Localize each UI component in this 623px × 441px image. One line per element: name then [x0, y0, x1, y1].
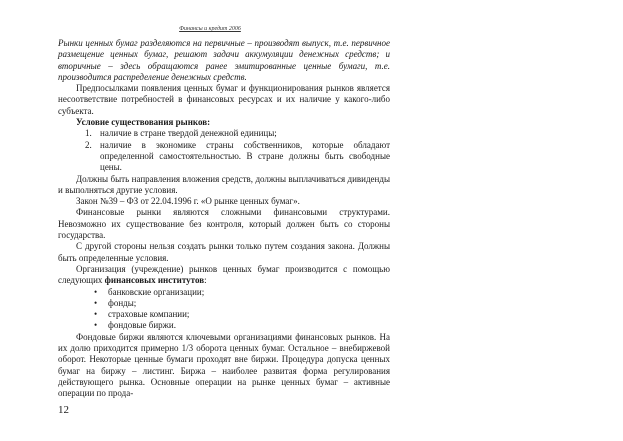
institutions-list: [58, 287, 390, 332]
institutions-colon: :: [204, 275, 207, 286]
page-header: Финансы и кредит 2006: [179, 26, 241, 32]
list-item-label: банковские организации;: [108, 286, 205, 297]
institutions-text: Организация (учреждение) рынков ценных бумаг производится с помощью следующих: [58, 263, 390, 286]
bullet-icon: •: [94, 297, 98, 308]
paragraph-institutions: [58, 264, 390, 287]
paragraph-law: Закон №39 – ФЗ от 22.04.1996 г. «О рынке ценных бумаг».: [76, 196, 300, 207]
conditions-heading: Условие существования рынков:: [76, 117, 211, 128]
list-item-label: страховые компании;: [108, 309, 190, 320]
bullet-icon: •: [94, 286, 98, 297]
list-item: [94, 298, 390, 309]
institutions-bold-term: финансовых институтов: [104, 275, 205, 286]
list-item: [94, 287, 390, 298]
paragraph-investment: Должны быть направления вложения средств, должны выплачиваться дивиденды и выполняться другие условия.: [58, 173, 390, 195]
list-item: [94, 320, 390, 331]
conditions-list: [58, 128, 390, 173]
list-item: 1. наличие в стране твердой денежной единицы;: [94, 128, 390, 139]
bullet-icon: •: [94, 309, 98, 320]
paragraph-financial-markets: Финансовые рынки являются сложными финансовыми структурами. Невозможно их существование без контроля, который должен быть со стороны государства.: [58, 207, 390, 241]
page-content: [58, 38, 390, 400]
list-item: [94, 309, 390, 320]
paragraph-prerequisites: Предпосылками появления ценных бумаг и функционирования рынков является несоответствие потребностей в финансовых ресурсах и их наличие у какого-либо субъекта.: [58, 83, 390, 116]
bullet-icon: •: [94, 320, 98, 331]
list-item: 2. наличие в экономике страны собственников, которые обладают определенной самостоятельностью. В стране должны быть свободные цены.: [94, 140, 390, 174]
paragraph-stock-exchanges: Фондовые биржи являются ключевыми организациями финансовых рынков. На их долю приходится примерно 1/3 оборота ценных бумаг. Остальное – внебиржевой оборот. Некоторые ценные бумаги проходят вне биржи. Процедура допуска ценных бумаг на биржу – листинг. Биржа – наиболее развитая форма регулирования действующего рынка. Основные операции на рынке ценных бумаг – активные операции по прода-: [58, 331, 390, 399]
paragraph-other-side: С другой стороны нельзя создать рынки только путем создания закона. Должны быть определенные условия.: [58, 241, 390, 263]
page-number: 12: [58, 404, 69, 416]
list-item-label: фонды;: [108, 297, 137, 308]
intro-paragraph: Рынки ценных бумаг разделяются на первичные – производят выпуск, т.е. первичное размещение ценных бумаг, решают задачи аккумуляции денежных средств; и вторичные – здесь обращаются ранее эмитированные ценные бумаги, т.е. производится распределение денежных средств.: [58, 38, 390, 82]
list-item-label: фондовые биржи.: [108, 320, 176, 331]
